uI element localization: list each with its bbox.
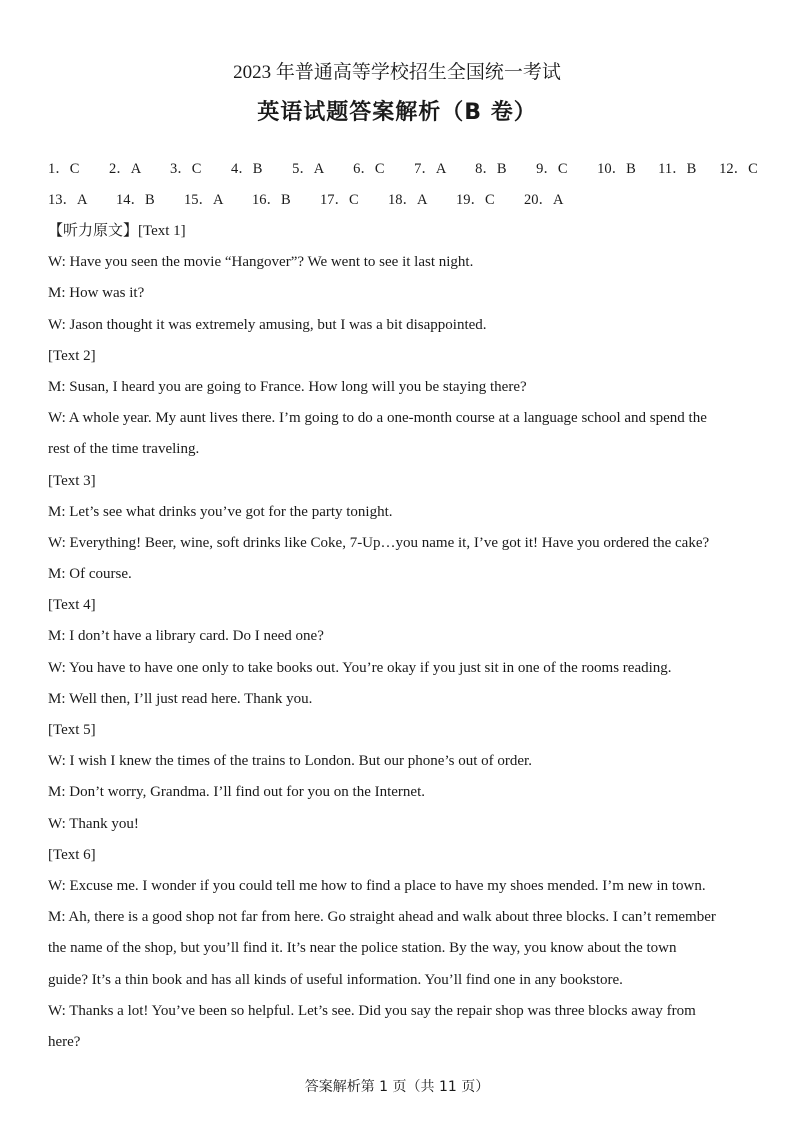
transcript-line: M: Susan, I heard you are going to France. How long will you be staying there?	[48, 378, 527, 395]
answer-item: 17．C	[320, 192, 359, 208]
answer-row-2	[48, 189, 758, 220]
transcript-line: W: Have you seen the movie “Hangover”? We went to see it last night.	[48, 254, 474, 271]
transcript-line: 【听力原文】[Text 1]	[48, 223, 186, 239]
answer-item: 16．B	[252, 192, 291, 208]
answer-item: 6．C	[353, 161, 385, 177]
transcript-line: [Text 4]	[48, 597, 96, 614]
answer-item: 20．A	[524, 192, 564, 208]
transcript-line: M: Don’t worry, Grandma. I’ll find out for you on the Internet.	[48, 784, 425, 801]
answer-item: 13．A	[48, 192, 88, 208]
answer-item: 15．A	[184, 192, 224, 208]
answer-item: 12．C	[719, 161, 758, 177]
transcript-line: W: Jason thought it was extremely amusing, but I was a bit disappointed.	[48, 316, 487, 333]
transcript-line: M: How was it?	[48, 285, 145, 302]
answer-key	[48, 158, 758, 220]
transcript-line: W: Thanks a lot! You’ve been so helpful. Let’s see. Did you say the repair shop was three blocks away from	[48, 1002, 696, 1019]
transcript-line: [Text 2]	[48, 347, 96, 364]
transcript-line: W: I wish I knew the times of the trains to London. But our phone’s out of order.	[48, 753, 532, 770]
document-title: 英语试题答案解析（B 卷）	[257, 100, 537, 125]
answer-item: 10．B	[597, 161, 636, 177]
answer-item: 19．C	[456, 192, 495, 208]
answer-item: 9．C	[536, 161, 568, 177]
page-footer: 答案解析第 1 页（共 11 页）	[304, 1079, 490, 1095]
transcript-line: W: Thank you!	[48, 815, 139, 832]
answer-item: 11．B	[658, 161, 697, 177]
answer-item: 8．B	[475, 161, 507, 177]
transcript-line: the name of the shop, but you’ll find it. It’s near the police station. By the way, you know about the town	[48, 940, 677, 957]
transcript-line: [Text 6]	[48, 846, 96, 863]
transcript-line: W: Everything! Beer, wine, soft drinks like Coke, 7-Up…you name it, I’ve got it! Have you ordered the cake?	[48, 534, 710, 551]
transcript-line: M: Ah, there is a good shop not far from here. Go straight ahead and walk about three blocks. I can’t remember	[48, 909, 716, 926]
transcript-line: W: You have to have one only to take books out. You’re okay if you just sit in one of the rooms reading.	[48, 659, 672, 676]
answer-item: 4．B	[231, 161, 263, 177]
transcript-line: [Text 5]	[48, 722, 96, 738]
transcript-line: W: Excuse me. I wonder if you could tell me how to find a place to have my shoes mended. I’m new in town.	[48, 877, 706, 894]
answer-item: 14．B	[116, 192, 155, 208]
transcript-line: rest of the time traveling.	[48, 441, 200, 458]
answer-item: 2．A	[109, 161, 142, 177]
transcript-line: M: Well then, I’ll just read here. Thank you.	[48, 690, 313, 707]
answer-row-1	[48, 158, 758, 189]
exam-title: 2023 年普通高等学校招生全国统一考试	[233, 62, 561, 83]
transcript-line: here?	[48, 1033, 81, 1050]
transcript-line: [Text 3]	[48, 472, 96, 489]
answer-item: 18．A	[388, 192, 428, 208]
answer-item: 7．A	[414, 161, 447, 177]
transcript-line: M: I don’t have a library card. Do I need one?	[48, 628, 324, 645]
answer-item: 5．A	[292, 161, 325, 177]
answer-item: 1．C	[48, 161, 80, 177]
answer-item: 3．C	[170, 161, 202, 177]
listening-transcript	[48, 220, 748, 1062]
transcript-line: guide? It’s a thin book and has all kinds of useful information. You’ll find one in any bookstore.	[48, 971, 623, 988]
transcript-line: W: A whole year. My aunt lives there. I’m going to do a one-month course at a language school and spend the	[48, 410, 707, 427]
transcript-line: M: Let’s see what drinks you’ve got for the party tonight.	[48, 503, 393, 520]
transcript-line: M: Of course.	[48, 566, 132, 583]
